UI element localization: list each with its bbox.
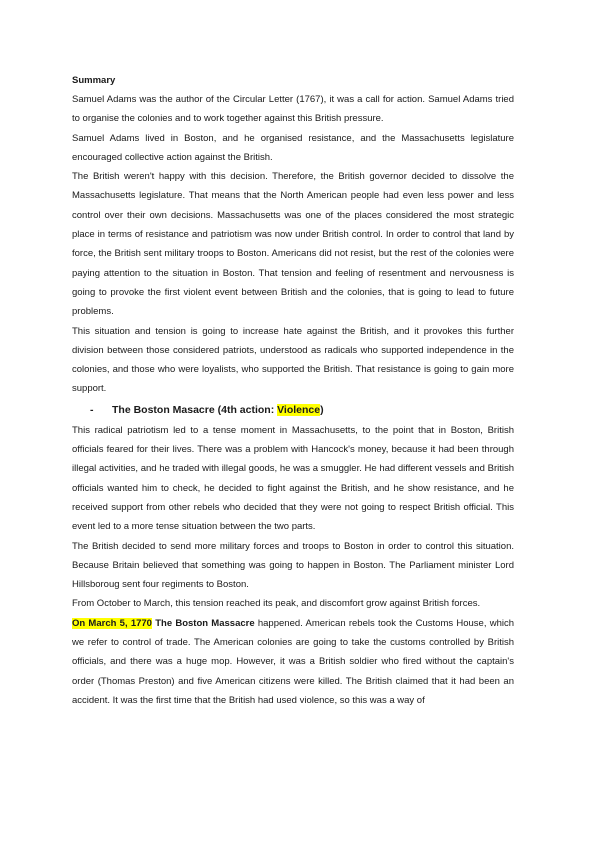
section-title-suffix: ) xyxy=(320,403,324,416)
paragraph-hancock: This radical patriotism led to a tense moment in Massachusetts, to the point that in Boston, British officials feared for their lives. There was a problem with Hancock's money, because it had been through illegal activities, and he traded with illegal goods, he was a smuggler. He had different vessels and British officials wanted him to check, he decided to fight against the British, and he show resistance, and he received support from other rebels who decided that they were not going to respect British official. This event led to a more tense situation between the two parts. xyxy=(72,424,514,533)
section-heading-boston-masacre xyxy=(72,399,514,421)
list-dash: - xyxy=(90,403,94,416)
paragraph-circular-letter: Samuel Adams was the author of the Circular Letter (1767), it was a call for action. Samuel Adams tried to organise the colonies and to work together against this British pressure. xyxy=(72,94,514,125)
massacre-text: happened. American rebels took the Customs House, which we refer to control of trade. The American colonies are going to take the customs controlled by British officials, and there was a huge mop. However, it was a British soldier who fired without the captain's order (Thomas Preston) and five American citizens were killed. The British claimed that it had been an accident. It was the first time that the British had used violence, so this was a way of xyxy=(72,617,514,706)
section-title-highlight: Violence xyxy=(277,403,321,416)
paragraph-tension-peak: From October to March, this tension reached its peak, and discomfort grow against British forces. xyxy=(72,598,481,610)
summary-heading: Summary xyxy=(72,75,116,86)
paragraph-more-troops: The British decided to send more military forces and troops to Boston in order to control this situation. Because Britain believed that something was going to happen in Boston. The Parliament minister Lord Hillsboroug sent four regiments to Boston. xyxy=(72,540,514,591)
paragraph-massacre xyxy=(72,614,514,710)
section-title xyxy=(112,404,324,416)
massacre-bold-lead: The Boston Massacre xyxy=(151,617,255,629)
paragraph-adams-boston: Samuel Adams lived in Boston, and he organised resistance, and the Massachusetts legislature encouraged collective action against the British. xyxy=(72,132,514,163)
section-title-prefix: The Boston Masacre (4th action: xyxy=(112,403,278,416)
paragraph-patriots-loyalists: This situation and tension is going to increase hate against the British, and it provokes this further division between those considered patriots, understood as radicals who supported independence in the colonies, and those who were loyalists, who supported the British. That resistance is going to gain more support. xyxy=(72,325,514,395)
paragraph-british-response: The British weren't happy with this decision. Therefore, the British governor decided to dissolve the Massachusetts legislature. That means that the North American people had even less power and less control over their own decisions. Massachusetts was one of the places considered the most strategic place in terms of resistance and patriotism was now under British control. In order to control that land by force, the British sent military troops to Boston. Americans did not resist, but the rest of the colonies were paying attention to the situation in Boston. That tension and feeling of resentment and nervousness is going to provoke the first violent event between British and the colonies, that is going to lead to future problems. xyxy=(72,171,514,318)
date-highlight: On March 5, 1770 xyxy=(72,617,152,629)
